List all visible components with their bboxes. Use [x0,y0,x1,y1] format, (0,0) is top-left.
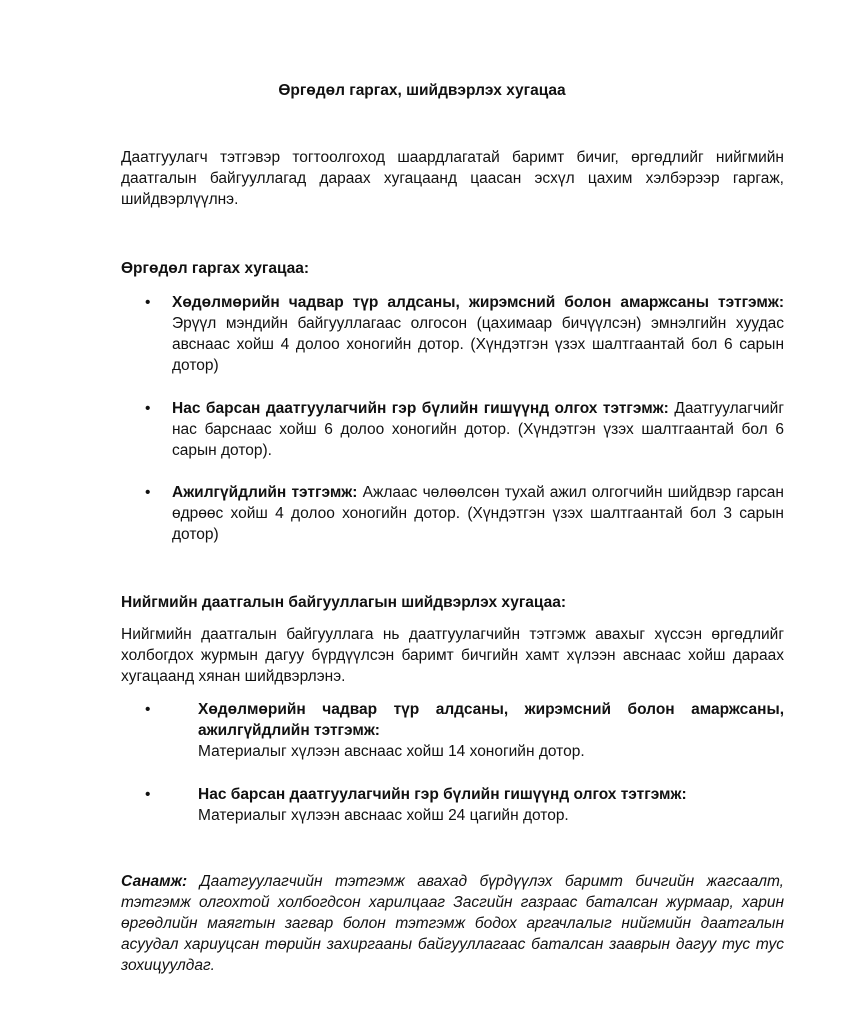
list-item-text: Материалыг хүлээн авснаас хойш 24 цагийн дотор. [198,807,569,824]
section2-heading: Нийгмийн даатгалын байгууллагын шийдвэрлэх хугацаа: [121,594,567,611]
bullet-icon: • [145,701,151,718]
bullet-icon: • [145,786,151,803]
bullet-icon: • [145,400,151,417]
note-paragraph [121,871,784,976]
list-item-text: Даатгуулагчийг нас барснаас хойш 6 долоо хоногийн дотор. (Хүндэтгэн үзэх шалтгаантай бол 6 сарын дотор). [172,400,784,459]
list-item [172,482,784,545]
list-item-text: Ажлаас чөлөөлсөн тухай ажил олгогчийн шийдвэр гарсан өдрөөс хойш 4 долоо хоногийн дотор. (Хүндэтгэн үзэх шалтгаантай бол 3 сарын дотор) [172,484,784,543]
list-item-text: Эрүүл мэндийн байгууллагаас олгосон (цахимаар бичүүлсэн) эмнэлгийн хуудас авснаас хойш 4 долоо хоногийн дотор. (Хүндэтгэн үзэх шалтгаантай бол 6 сарын дотор) [172,315,784,374]
list-item-term: Хөдөлмөрийн чадвар түр алдсаны, жирэмсний болон амаржсаны, ажилгүйдлийн тэтгэмж: [198,701,784,739]
list-item-term: Нас барсан даатгуулагчийн гэр бүлийн гишүүнд олгох тэтгэмж: [172,400,669,417]
list-item [198,699,784,762]
list-item-term: Хөдөлмөрийн чадвар түр алдсаны, жирэмсний болон амаржсаны тэтгэмж: [172,294,784,311]
list-item-term: Ажилгүйдлийн тэтгэмж: [172,484,358,501]
intro-paragraph: Даатгуулагч тэтгэвэр тогтоолгоход шаардлагатай баримт бичиг, өргөдлийг нийгмийн даатгалын байгууллагад дараах хугацаанд цаасан эсхүл цахим хэлбэрээр гаргаж, шийдвэрлүүлнэ. [121,149,784,208]
section1-heading: Өргөдөл гаргах хугацаа: [121,260,310,277]
list-item [198,784,784,826]
bullet-icon: • [145,484,151,501]
list-item [172,292,784,376]
list-item [172,398,784,461]
list-item-term: Нас барсан даатгуулагчийн гэр бүлийн гишүүнд олгох тэтгэмж: [198,786,687,803]
page-title: Өргөдөл гаргах, шийдвэрлэх хугацаа [278,82,566,99]
note-label: Санамж: [121,873,188,890]
section2-intro: Нийгмийн даатгалын байгууллага нь даатгуулагчийн тэтгэмж авахыг хүссэн өргөдлийг холбогдох журмын дагуу бүрдүүлсэн баримт бичгийн хамт хүлээн авснаас хойш дараах хугацаанд хянан шийдвэрлэнэ. [121,626,784,685]
note-text: Даатгуулагчийн тэтгэмж авахад бүрдүүлэх баримт бичгийн жагсаалт, тэтгэмж олгохтой холбогдсон харилцааг Засгийн газраас баталсан журмаар, харин өргөдлийн маягтын загвар болон тэтгэмж бодох аргачлалыг нийгмийн даатгалын асуудал хариуцсан төрийн захиргааны байгууллагаас баталсан зааврын дагуу тус тус зохицуулдаг. [121,873,784,974]
bullet-icon: • [145,294,151,311]
list-item-text: Материалыг хүлээн авснаас хойш 14 хоногийн дотор. [198,743,585,760]
